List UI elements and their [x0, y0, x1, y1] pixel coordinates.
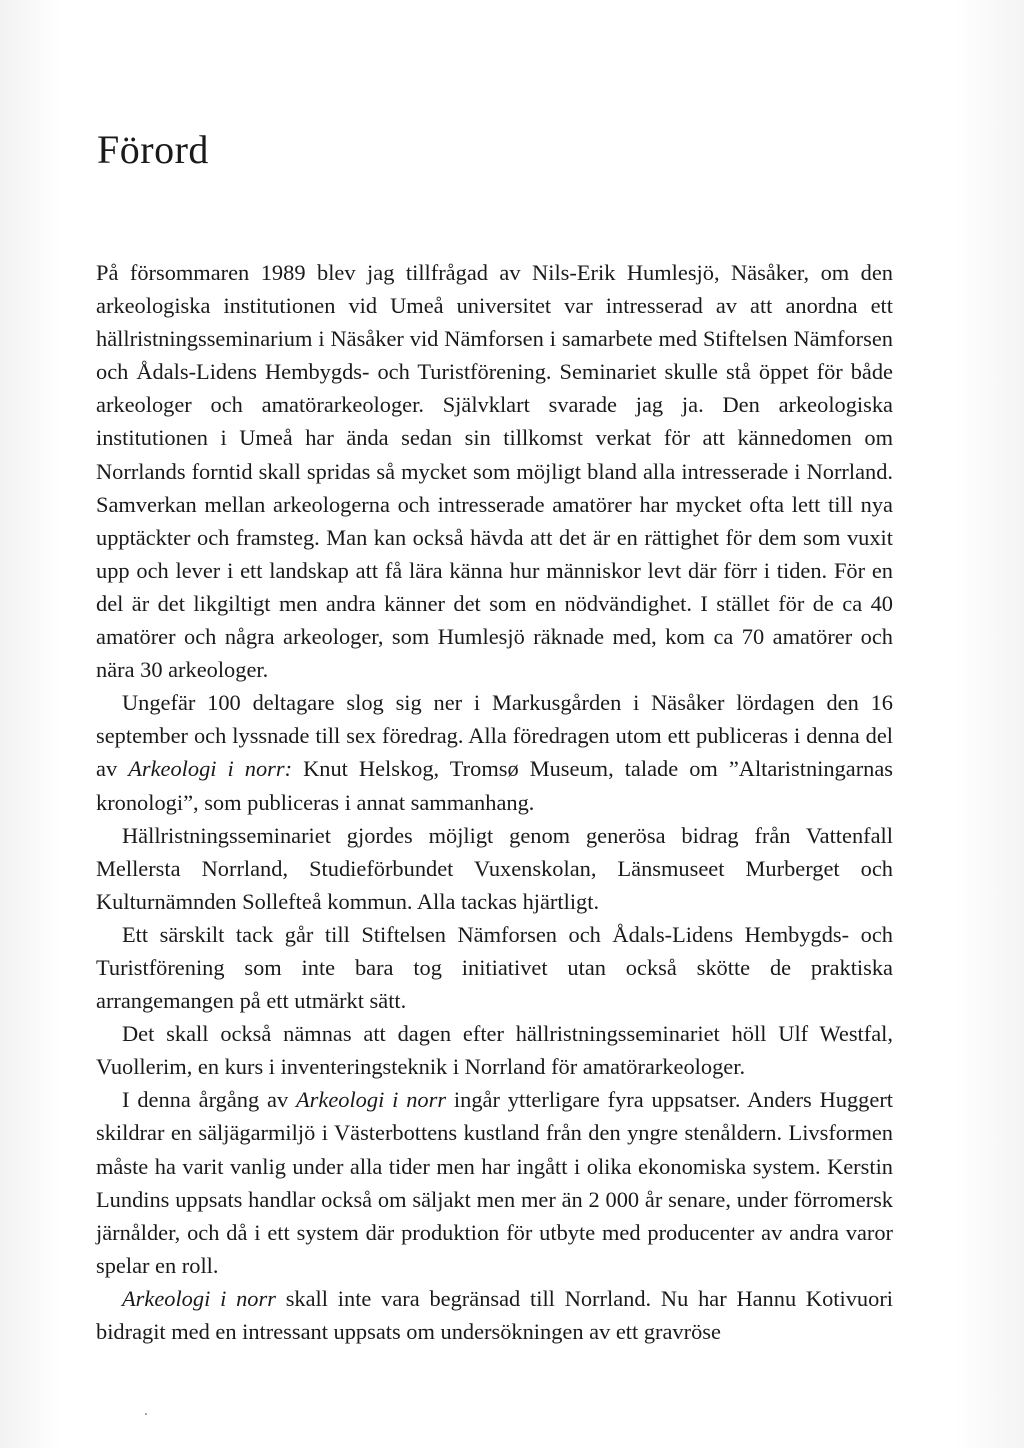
paragraph-text: skall inte vara begränsad till Norrland. Nu har Hannu Kotivuori bidragit med en intressant uppsats om undersökningen av ett gravröse: [96, 1285, 893, 1344]
paragraph-text: Det skall också nämnas att dagen efter hällristningsseminariet höll Ulf Westfal, Vuollerim, en kurs i inventeringsteknik i Norrland för amatörarkeologer.: [96, 1021, 893, 1080]
page-title: Förord: [97, 127, 209, 172]
body-text: [96, 256, 893, 1348]
italic-title-text: Arkeologi i norr: [296, 1087, 447, 1113]
paragraph: [96, 1083, 893, 1282]
paragraph-text: På försommaren 1989 blev jag tillfrågad av Nils-Erik Humlesjö, Näsåker, om den arkeologiska institutionen vid Umeå universitet var intresserad av att anordna ett hällristningsseminarium i Näsåker vid Nämforsen i samarbete med Stiftelsen Nämforsen och Ådals-Lidens Hembygds- och Turistförening. Seminariet skulle stå öppet för både arkeologer och amatörarkeologer. Självklart svarade jag ja. Den arkeologiska institutionen i Umeå har ända sedan sin tillkomst verkat för att kännedomen om Norrlands forntid skall spridas så mycket som möjligt bland alla intresserade i Norrland. Samverkan mellan arkeologerna och intresserade amatörer har mycket ofta lett till nya upptäckter och framsteg. Man kan också hävda att det är en rättighet för dem som vuxit upp och lever i ett landskap att få lära känna hur människor levt där förr i tiden. För en del är det likgiltigt men andra känner det som en nödvändighet. I stället för de ca 40 amatörer och några arkeologer, som Humlesjö räknade med, kom ca 70 amatörer och nära 30 arkeologer.: [96, 260, 893, 683]
paragraph: [96, 686, 893, 818]
paragraph-text: Ungefär 100 deltagare slog sig ner i Markusgården i Näsåker lördagen den 16 september och lyssnade till sex föredrag. Alla föredragen utom ett publiceras i denna del av: [96, 690, 893, 782]
paragraph: [96, 918, 893, 1017]
paragraph-text: Knut Helskog, Tromsø Museum, talade om ”Altaristningarnas kronologi”, som publiceras i annat sammanhang.: [96, 756, 893, 815]
paragraph: [96, 1017, 893, 1083]
scan-speck: [145, 1413, 147, 1415]
paragraph-text: ingår ytterligare fyra uppsatser. Anders Huggert skildrar en säljägarmiljö i Västerbottens kustland från den yngre stenåldern. Livsformen måste ha varit vanlig under alla tider men har ingått i olika ekonomiska system. Kerstin Lundins uppsats handlar också om säljakt men mer än 2 000 år senare, under förromersk järnålder, och då i ett system där produktion för utbyte med producenter av andra varor spelar en roll.: [96, 1087, 893, 1278]
scan-shadow-right: [954, 0, 1024, 1448]
paragraph-text: Ett särskilt tack går till Stiftelsen Nämforsen och Ådals-Lidens Hembygds- och Turistförening som inte bara tog initiativet utan också skötte de praktiska arrangemangen på ett utmärkt sätt.: [96, 921, 893, 1014]
italic-title-text: Arkeologi i norr: [122, 1285, 276, 1311]
paragraph: [96, 1282, 893, 1348]
paragraph-text: Hällristningsseminariet gjordes möjligt genom generösa bidrag från Vattenfall Mellersta Norrland, Studieförbundet Vuxenskolan, Länsmuseet Murberget och Kulturnämnden Sollefteå kommun. Alla tackas hjärtligt.: [96, 822, 893, 914]
paragraph: [96, 819, 893, 918]
paragraph-text: I denna årgång av: [122, 1087, 296, 1113]
paragraph: [96, 256, 893, 686]
scan-shadow-left: [0, 0, 60, 1448]
italic-title-text: Arkeologi i norr:: [128, 756, 293, 782]
